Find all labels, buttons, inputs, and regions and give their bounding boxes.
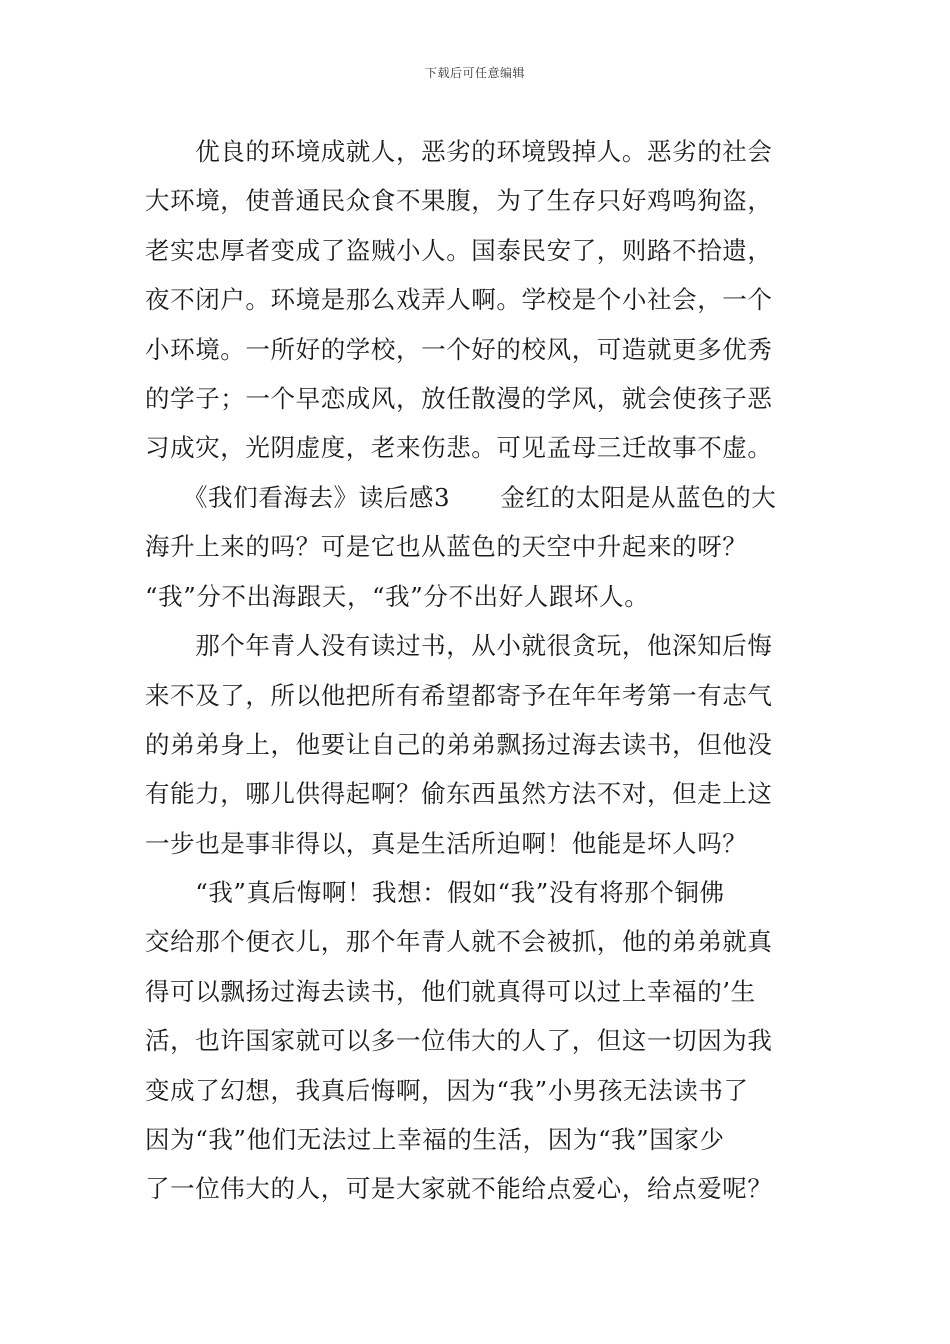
text-line: 夜不闭户。环境是那么戏弄人啊。学校是个小社会，一个 (145, 285, 773, 314)
text-line: 那个年青人没有读过书，从小就很贪玩，他深知后悔 (145, 631, 773, 660)
text-line: 大环境，使普通民众食不果腹，为了生存只好鸡鸣狗盗， (145, 186, 773, 215)
text-line: 活，也许国家就可以多一位伟大的人了，但这一切因为我 (145, 1026, 773, 1055)
text-line: 习成灾，光阴虚度，老来伤悲。可见孟母三迁故事不虚。 (145, 433, 773, 462)
text-line: “我”真后悔啊！我想：假如“我”没有将那个铜佛 (145, 878, 725, 907)
text-line: 了一位伟大的人，可是大家就不能给点爱心，给点爱呢？ (145, 1174, 773, 1203)
text-line: 一步也是事非得以，真是生活所迫啊！他能是坏人吗？ (145, 829, 748, 858)
text-line: 优良的环境成就人，恶劣的环境毁掉人。恶劣的社会 (145, 137, 773, 166)
text-line: 的学子；一个早恋成风，放任散漫的学风，就会使孩子恶 (145, 384, 773, 413)
text-line: 来不及了，所以他把所有希望都寄予在年年考第一有志气 (145, 681, 773, 710)
text-line: 小环境。一所好的学校，一个好的校风，可造就更多优秀 (145, 335, 773, 364)
text-line: 海升上来的吗？可是它也从蓝色的天空中升起来的呀？ (145, 532, 748, 561)
text-line: 因为“我”他们无法过上幸福的生活，因为“我”国家少 (145, 1125, 725, 1154)
text-line: 得可以飘扬过海去读书，他们就真得可以过上幸福的’生 (145, 977, 756, 1006)
page-header: 下载后可任意编辑 (424, 66, 525, 80)
text-line: 的弟弟身上，他要让自己的弟弟飘扬过海去读书，但他没 (145, 730, 773, 759)
text-line: 《我们看海去》读后感3 金红的太阳是从蓝色的大 (145, 483, 777, 512)
text-line: “我”分不出海跟天，“我”分不出好人跟坏人。 (145, 582, 650, 611)
text-line: 变成了幻想，我真后悔啊，因为“我”小男孩无法读书了 (145, 1076, 749, 1105)
text-line: 老实忠厚者变成了盗贼小人。国泰民安了，则路不拾遗， (145, 236, 773, 265)
text-line: 交给那个便衣儿，那个年青人就不会被抓，他的弟弟就真 (145, 927, 773, 956)
text-line: 有能力，哪儿供得起啊？偷东西虽然方法不对，但走上这 (145, 779, 773, 808)
